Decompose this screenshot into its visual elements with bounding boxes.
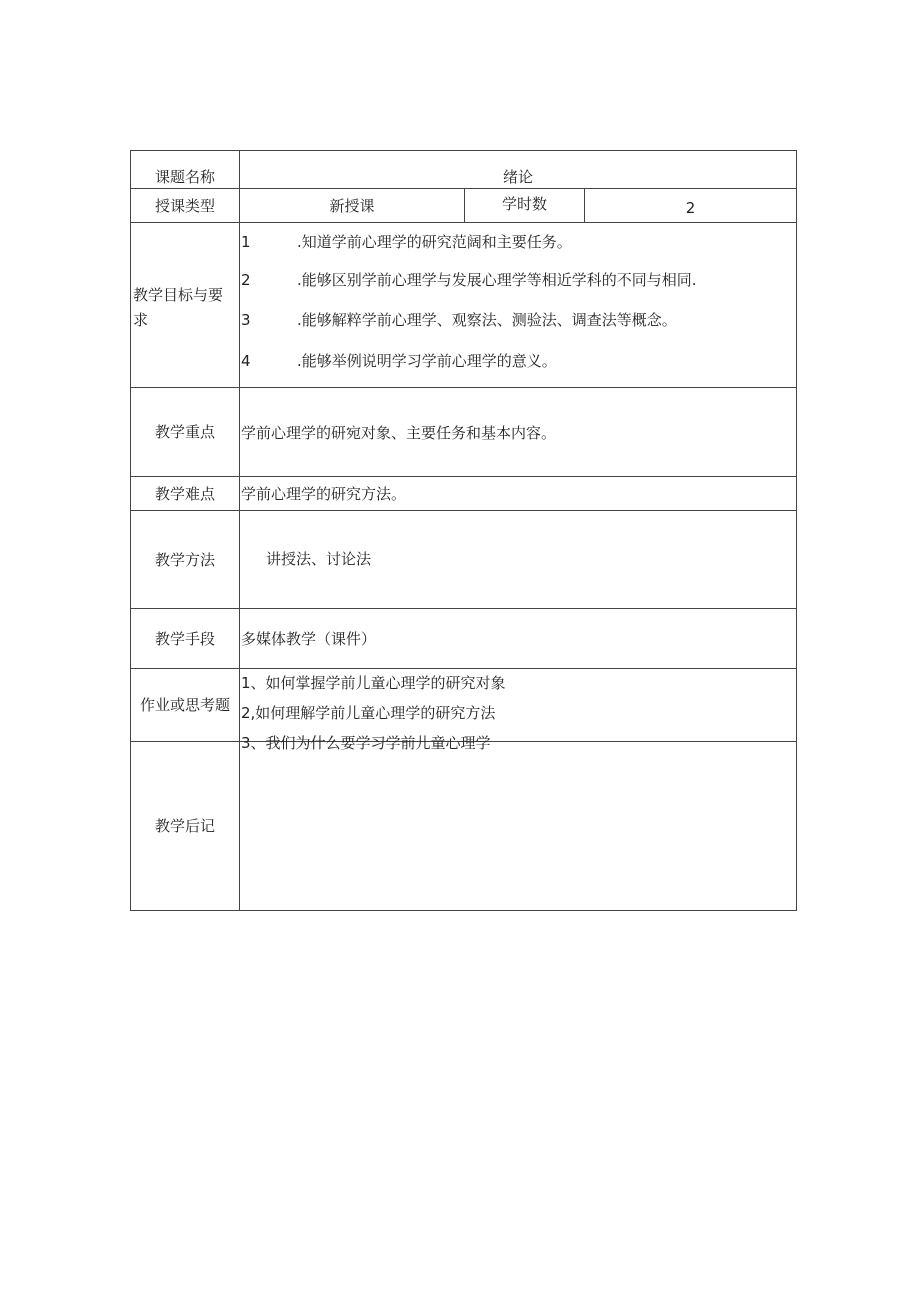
postscript-label: 教学后记	[154, 817, 215, 835]
goal-item	[241, 232, 572, 252]
lesson-plan-table	[130, 150, 797, 911]
homework-item: 3、我们为什么要学习学前儿童心理学	[241, 734, 491, 752]
goal-number: 3	[241, 311, 251, 329]
goals-label-line2: 求	[133, 311, 149, 329]
goal-text: .能够举例说明学习学前心理学的意义。	[297, 352, 557, 370]
goal-item	[241, 351, 557, 371]
goal-number: 4	[241, 352, 251, 370]
type-value: 新授课	[329, 196, 375, 215]
method-value: 讲授法、讨论法	[266, 550, 372, 568]
goal-number: 2	[241, 271, 251, 289]
goal-text: .能够解粹学前心理学、观察法、测验法、调查法等概念。	[297, 311, 677, 329]
homework-item: 1、如何掌握学前儿童心理学的研究对象	[241, 674, 506, 692]
means-label: 教学手段	[154, 629, 215, 648]
difficulty-label: 教学难点	[154, 484, 215, 503]
homework-cell	[240, 669, 796, 752]
homework-item: 2,如何理解学前儿童心理学的研究方法	[241, 704, 496, 722]
type-label: 授课类型	[154, 196, 215, 215]
goal-item	[241, 310, 677, 330]
hours-label: 学时数	[501, 195, 547, 213]
method-label: 教学方法	[154, 550, 215, 569]
goal-item	[241, 270, 697, 290]
key-points-value: 学前心理学的研宛对象、主要任务和基本内容。	[241, 424, 557, 442]
key-points-label: 教学重点	[154, 423, 215, 441]
means-value: 多媒体教学（课件）	[241, 630, 377, 648]
topic-value: 绪论	[502, 167, 533, 186]
topic-label: 课题名称	[154, 167, 215, 186]
goal-number: 1	[241, 233, 251, 251]
column-divider	[239, 151, 240, 910]
hours-value: 2	[685, 198, 696, 217]
goal-text: .知道学前心理学的研究范阔和主要任务。	[297, 233, 572, 251]
goals-label-line1: 教学目标与要	[133, 286, 224, 304]
difficulty-value: 学前心理学的研究方法。	[241, 485, 407, 503]
homework-label: 作业或思考题	[139, 696, 230, 714]
goal-text: .能够区别学前心理学与发展心理学等相近学科的不同与相同.	[297, 271, 697, 289]
